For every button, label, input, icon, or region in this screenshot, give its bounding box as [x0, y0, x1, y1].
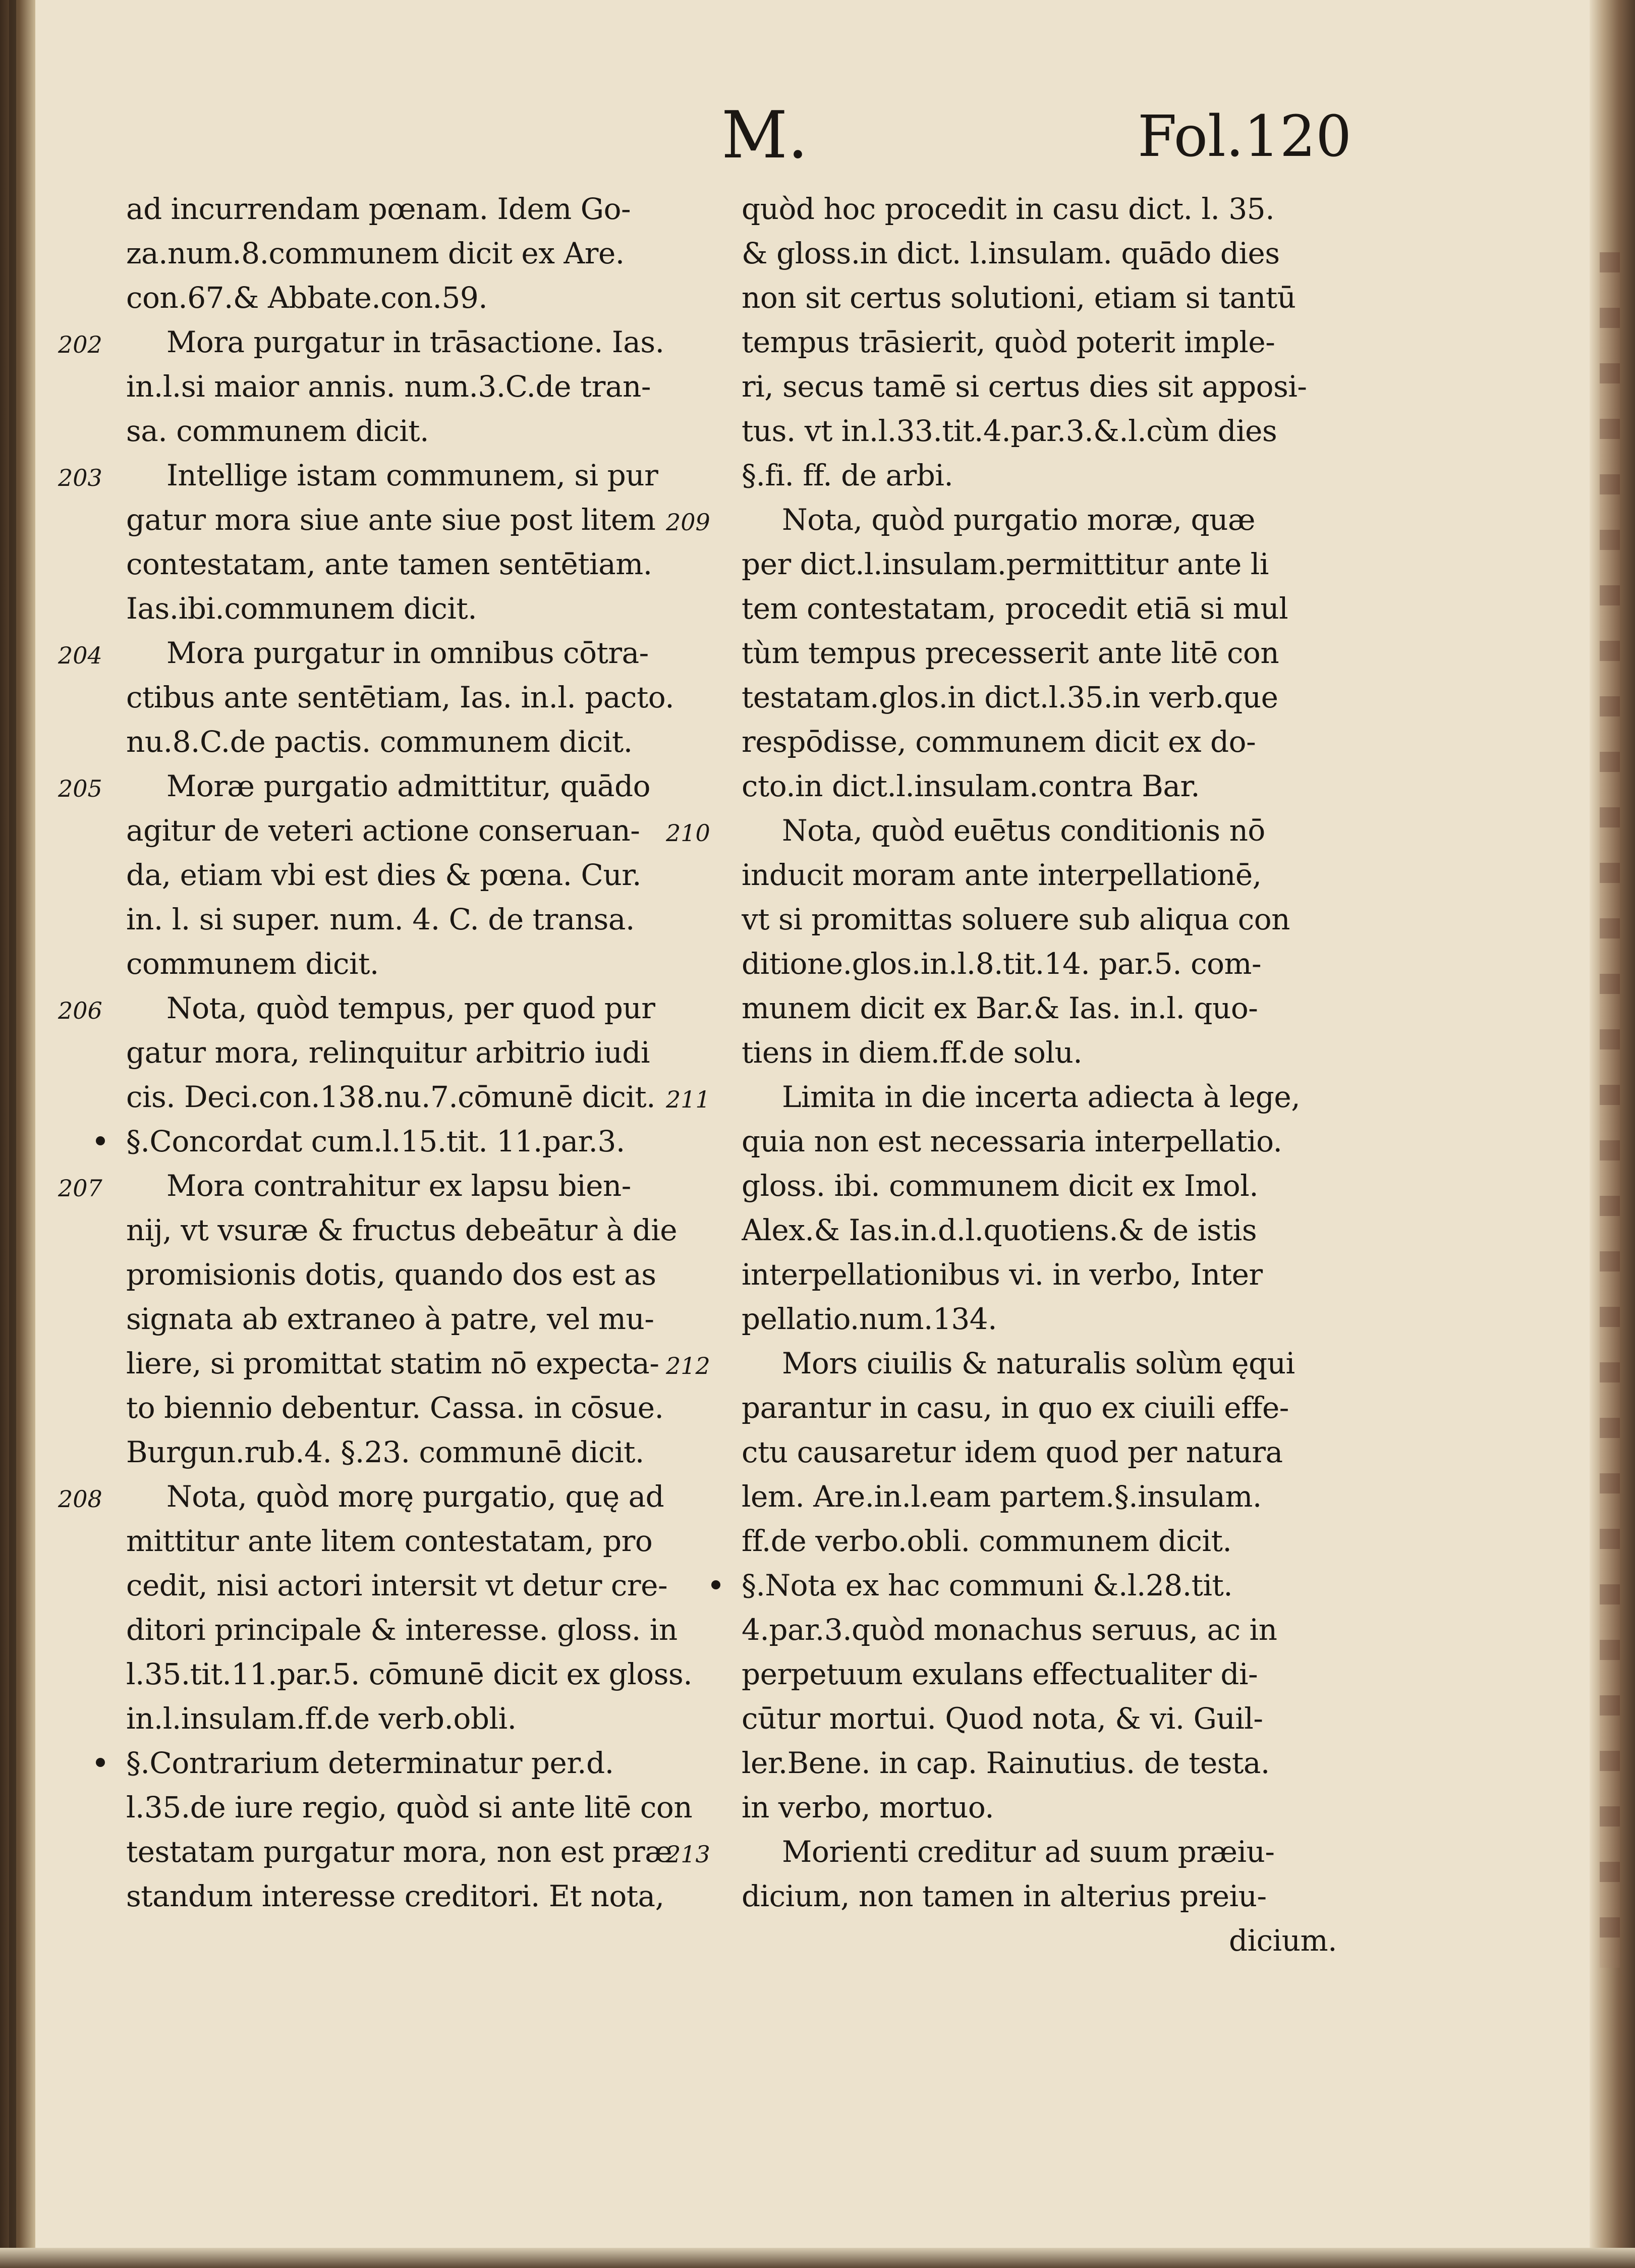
text-line: Limita in die incerta adiecta à lege, [782, 1080, 1301, 1114]
text-line: munem dicit ex Bar.& Ias. in.l. quo- [742, 991, 1258, 1025]
text-line: quòd hoc procedit in casu dict. l. 35. [742, 192, 1275, 226]
text-line: l.35.tit.11.par.5. cōmunē dicit ex gloss. [126, 1657, 693, 1691]
numbered-entry [666, 1830, 1347, 1963]
numbered-entry [58, 764, 721, 986]
entry-number: 208 [58, 1485, 102, 1513]
numbered-entry [666, 808, 1347, 1075]
text-line: per dict.l.insulam.permittitur ante li [742, 547, 1269, 581]
text-line: cūtur mortui. Quod nota, & vi. Guil- [742, 1701, 1263, 1736]
text-line: liere, si promittat statim nō expecta- [126, 1346, 659, 1380]
text-line: Nota, quòd tempus, per quod pur [166, 991, 655, 1025]
text-line: Nota, quòd morę purgatio, quę ad [166, 1479, 664, 1514]
numbered-entry [666, 1341, 1347, 1563]
text-line: sa. communem dicit. [126, 414, 429, 448]
numbered-entry [58, 453, 721, 631]
bullet-mark-icon [711, 1580, 720, 1589]
text-line: inducit moram ante interpellationē, [742, 858, 1262, 892]
left-text-column [58, 187, 721, 1918]
text-line: pellatio.num.134. [742, 1302, 997, 1336]
page-binding [0, 0, 35, 2268]
text-line: ditori principale & interesse. gloss. in [126, 1613, 678, 1647]
text-line: promisionis dotis, quando dos est as [126, 1257, 656, 1292]
entry-number: 213 [666, 1841, 710, 1868]
bullet-mark-icon [96, 1136, 105, 1145]
text-line: cedit, nisi actori intersit vt detur cre- [126, 1568, 668, 1602]
text-line: in.l.si maior annis. num.3.C.de tran- [126, 369, 651, 404]
numbered-entry [666, 1075, 1347, 1341]
text-line: Ias.ibi.communem dicit. [126, 591, 477, 626]
text-line: cis. Deci.con.138.nu.7.cōmunē dicit. [126, 1080, 656, 1114]
page-bottom-edge [0, 2248, 1635, 2268]
text-line: tus. vt in.l.33.tit.4.par.3.&.l.cùm dies [742, 414, 1277, 448]
text-line: ctibus ante sentētiam, Ias. in.l. pacto. [126, 680, 674, 714]
text-line: & gloss.in dict. l.insulam. quādo dies [742, 236, 1280, 270]
bullet-mark-icon [96, 1758, 105, 1767]
text-line: tempus trāsierit, quòd poterit imple- [742, 325, 1275, 359]
numbered-entry [58, 320, 721, 453]
text-line: mittitur ante litem contestatam, pro [126, 1524, 653, 1558]
text-line: tiens in diem.ff.de solu. [742, 1035, 1083, 1070]
text-line: cto.in dict.l.insulam.contra Bar. [742, 769, 1200, 803]
numbered-entry [58, 986, 721, 1119]
annotation-paragraph [742, 1563, 1347, 1830]
text-line: to biennio debentur. Cassa. in cōsue. [126, 1391, 664, 1425]
text-line: testatam.glos.in dict.l.35.in verb.que [742, 680, 1278, 714]
text-line: con.67.& Abbate.con.59. [126, 281, 488, 315]
text-line: lem. Are.in.l.eam partem.§.insulam. [742, 1479, 1262, 1514]
entry-number: 204 [58, 642, 102, 669]
numbered-entry [58, 1474, 721, 1741]
continuation-paragraph [126, 187, 721, 320]
text-line: §.fi. ff. de arbi. [742, 458, 953, 492]
text-line: ff.de verbo.obli. communem dicit. [742, 1524, 1232, 1558]
numbered-entry [666, 497, 1347, 808]
text-line: §.Contrarium determinatur per.d. [126, 1746, 614, 1780]
text-line: parantur in casu, in quo ex ciuili effe- [742, 1391, 1289, 1425]
entry-number: 202 [58, 331, 102, 358]
text-line: tem contestatam, procedit etiā si mul [742, 591, 1288, 626]
text-line: Mora purgatur in trāsactione. Ias. [166, 325, 664, 359]
text-line: non sit certus solutioni, etiam si tantū [742, 281, 1296, 315]
entry-number: 207 [58, 1175, 102, 1202]
text-line: Mora contrahitur ex lapsu bien- [166, 1169, 631, 1203]
text-line: communem dicit. [126, 947, 379, 981]
text-line: ler.Bene. in cap. Rainutius. de testa. [742, 1746, 1270, 1780]
text-line: Burgun.rub.4. §.23. communē dicit. [126, 1435, 644, 1469]
numbered-entry [58, 631, 721, 764]
text-line: in. l. si super. num. 4. C. de transa. [126, 902, 635, 936]
entry-number: 203 [58, 464, 102, 491]
text-line: in verbo, mortuo. [742, 1790, 994, 1824]
text-line: ctu causaretur idem quod per natura [742, 1435, 1283, 1469]
text-line: contestatam, ante tamen sentētiam. [126, 547, 652, 581]
text-line: Mora purgatur in omnibus cōtra- [166, 636, 649, 670]
fore-edge-stain [1600, 252, 1620, 1968]
binding-shadow [9, 0, 16, 2268]
numbered-entry [58, 1164, 721, 1474]
entry-number: 211 [666, 1086, 710, 1113]
text-line: testatam purgatur mora, non est præ [126, 1835, 672, 1869]
text-line: respōdisse, communem dicit ex do- [742, 725, 1256, 759]
text-line: za.num.8.communem dicit ex Are. [126, 236, 625, 270]
text-line: Moræ purgatio admittitur, quādo [166, 769, 651, 803]
folio-number: Fol.120 [1138, 104, 1352, 170]
text-line: dicium, non tamen in alterius preiu- [742, 1879, 1267, 1913]
text-line: da, etiam vbi est dies & pœna. Cur. [126, 858, 642, 892]
text-line: perpetuum exulans effectualiter di- [742, 1657, 1258, 1691]
text-line: vt si promittas soluere sub aliqua con [742, 902, 1290, 936]
text-line: gatur mora siue ante siue post litem [126, 503, 656, 537]
text-line: Alex.& Ias.in.d.l.quotiens.& de istis [742, 1213, 1257, 1247]
text-line: gloss. ibi. communem dicit ex Imol. [742, 1169, 1259, 1203]
text-line: standum interesse creditori. Et nota, [126, 1879, 664, 1913]
text-line: ditione.glos.in.l.8.tit.14. par.5. com- [742, 947, 1262, 981]
text-line: dicium. [1229, 1923, 1337, 1958]
text-line: §.Nota ex hac communi &.l.28.tit. [742, 1568, 1233, 1602]
text-line: nu.8.C.de pactis. communem dicit. [126, 725, 633, 759]
entry-number: 206 [58, 997, 102, 1024]
continuation-paragraph [742, 187, 1347, 497]
entry-number: 210 [666, 819, 710, 847]
text-line: Nota, quòd purgatio moræ, quæ [782, 503, 1256, 537]
text-line: nij, vt vsuræ & fructus debeātur à die [126, 1213, 678, 1247]
running-head-letter: M. [721, 98, 808, 173]
annotation-paragraph [126, 1119, 721, 1164]
entry-number: 209 [666, 509, 710, 536]
text-line: signata ab extraneo à patre, vel mu- [126, 1302, 654, 1336]
text-line: Intellige istam communem, si pur [166, 458, 658, 492]
text-line: Morienti creditur ad suum præiu- [782, 1835, 1275, 1869]
text-line: ri, secus tamē si certus dies sit apposi- [742, 369, 1307, 404]
entry-number: 205 [58, 775, 102, 802]
right-text-column [666, 187, 1347, 1963]
text-line: gatur mora, relinquitur arbitrio iudi [126, 1035, 650, 1070]
text-line: ad incurrendam pœnam. Idem Go- [126, 192, 631, 226]
text-line: tùm tempus precesserit ante litē con [742, 636, 1279, 670]
entry-number: 212 [666, 1352, 710, 1379]
text-line: quia non est necessaria interpellatio. [742, 1124, 1282, 1158]
text-line: §.Concordat cum.l.15.tit. 11.par.3. [126, 1124, 625, 1158]
text-line: in.l.insulam.ff.de verb.obli. [126, 1701, 517, 1736]
annotation-paragraph [126, 1741, 721, 1918]
text-line: Nota, quòd euētus conditionis nō [782, 813, 1265, 848]
text-line: interpellationibus vi. in verbo, Inter [742, 1257, 1263, 1292]
text-line: Mors ciuilis & naturalis solùm ęqui [782, 1346, 1295, 1380]
text-line: 4.par.3.quòd monachus seruus, ac in [742, 1613, 1277, 1647]
text-line: l.35.de iure regio, quòd si ante litē con [126, 1790, 693, 1824]
text-line: agitur de veteri actione conseruan- [126, 813, 640, 848]
